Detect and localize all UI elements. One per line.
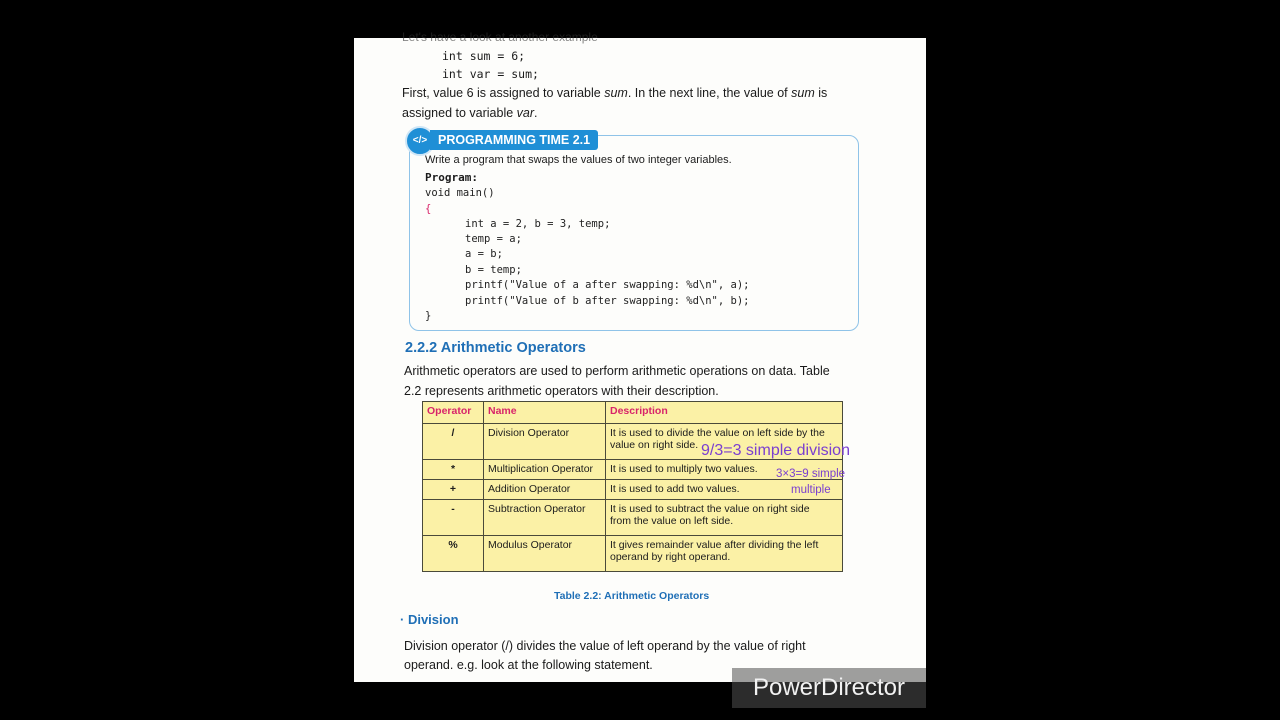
handwritten-note-division: 9/3=3 simple division — [701, 442, 850, 459]
cut-off-line: Let's have a look at another example — [402, 30, 598, 44]
name-cell: Modulus Operator — [484, 536, 606, 572]
section-heading: 2.2.2 Arithmetic Operators — [405, 340, 586, 356]
paragraph-arithmetic: Arithmetic operators are used to perform arithmetic operations on data. Table 2.2 represents arithmetic operators with their description. — [404, 364, 830, 398]
paragraph-division: Division operator (/) divides the value of left operand by the value of right operand. e.g. look at the following statement. — [404, 639, 806, 672]
operator-cell: - — [423, 500, 484, 536]
code-void-main: void main() — [425, 187, 495, 199]
code-line-2: int var = sum; — [442, 67, 539, 81]
handwritten-note-multiple: multiple — [791, 484, 831, 496]
handwritten-note-multiply: 3×3=9 simple — [776, 468, 846, 480]
powerdirector-watermark: PowerDirector — [732, 668, 926, 708]
table-row — [423, 500, 843, 536]
program-label: Program: — [425, 171, 478, 184]
header-operator: Operator — [423, 402, 484, 424]
table-row — [423, 480, 843, 500]
code-open-brace: { — [425, 203, 432, 215]
code-line-1: int sum = 6; — [442, 49, 526, 63]
code-printf-b: printf("Value of b after swapping: %d\n", b); — [465, 295, 750, 307]
name-cell: Division Operator — [484, 424, 606, 460]
code-a-assign: a = b; — [465, 248, 503, 260]
code-declare: int a = 2, b = 3, temp; — [465, 218, 611, 230]
description-cell: It is used to add two values. — [606, 480, 843, 500]
description-cell: It gives remainder value after dividing the left operand by right operand. — [606, 536, 843, 572]
code-icon: </> — [405, 126, 435, 156]
code-temp-assign: temp = a; — [465, 233, 522, 245]
code-close-brace: } — [425, 310, 432, 322]
textbook-page — [354, 30, 926, 682]
operator-cell: * — [423, 460, 484, 480]
programming-time-description: Write a program that swaps the values of two integer variables. — [425, 154, 732, 166]
name-cell: Addition Operator — [484, 480, 606, 500]
operator-cell: / — [423, 424, 484, 460]
description-cell: It is used to multiply two values. — [606, 460, 843, 480]
programming-time-label: PROGRAMMING TIME 2.1 — [430, 130, 598, 150]
name-cell: Multiplication Operator — [484, 460, 606, 480]
header-description: Description — [606, 402, 843, 424]
table-caption: Table 2.2: Arithmetic Operators — [554, 590, 710, 602]
description-cell: It is used to subtract the value on right side from the value on left side. — [606, 500, 843, 536]
header-name: Name — [484, 402, 606, 424]
operator-cell: + — [423, 480, 484, 500]
division-heading: · Division — [400, 612, 459, 627]
description-cell: It is used to divide the value on left side by the value on right side. — [606, 424, 843, 460]
code-printf-a: printf("Value of a after swapping: %d\n", a); — [465, 279, 750, 291]
paragraph-assignment: First, value 6 is assigned to variable sum. In the next line, the value of sum is assigned to variable var. — [402, 86, 828, 120]
table-row — [423, 536, 843, 572]
code-b-assign: b = temp; — [465, 264, 522, 276]
operators-table — [422, 401, 846, 572]
operator-cell: % — [423, 536, 484, 572]
table-header-row — [423, 402, 843, 424]
name-cell: Subtraction Operator — [484, 500, 606, 536]
